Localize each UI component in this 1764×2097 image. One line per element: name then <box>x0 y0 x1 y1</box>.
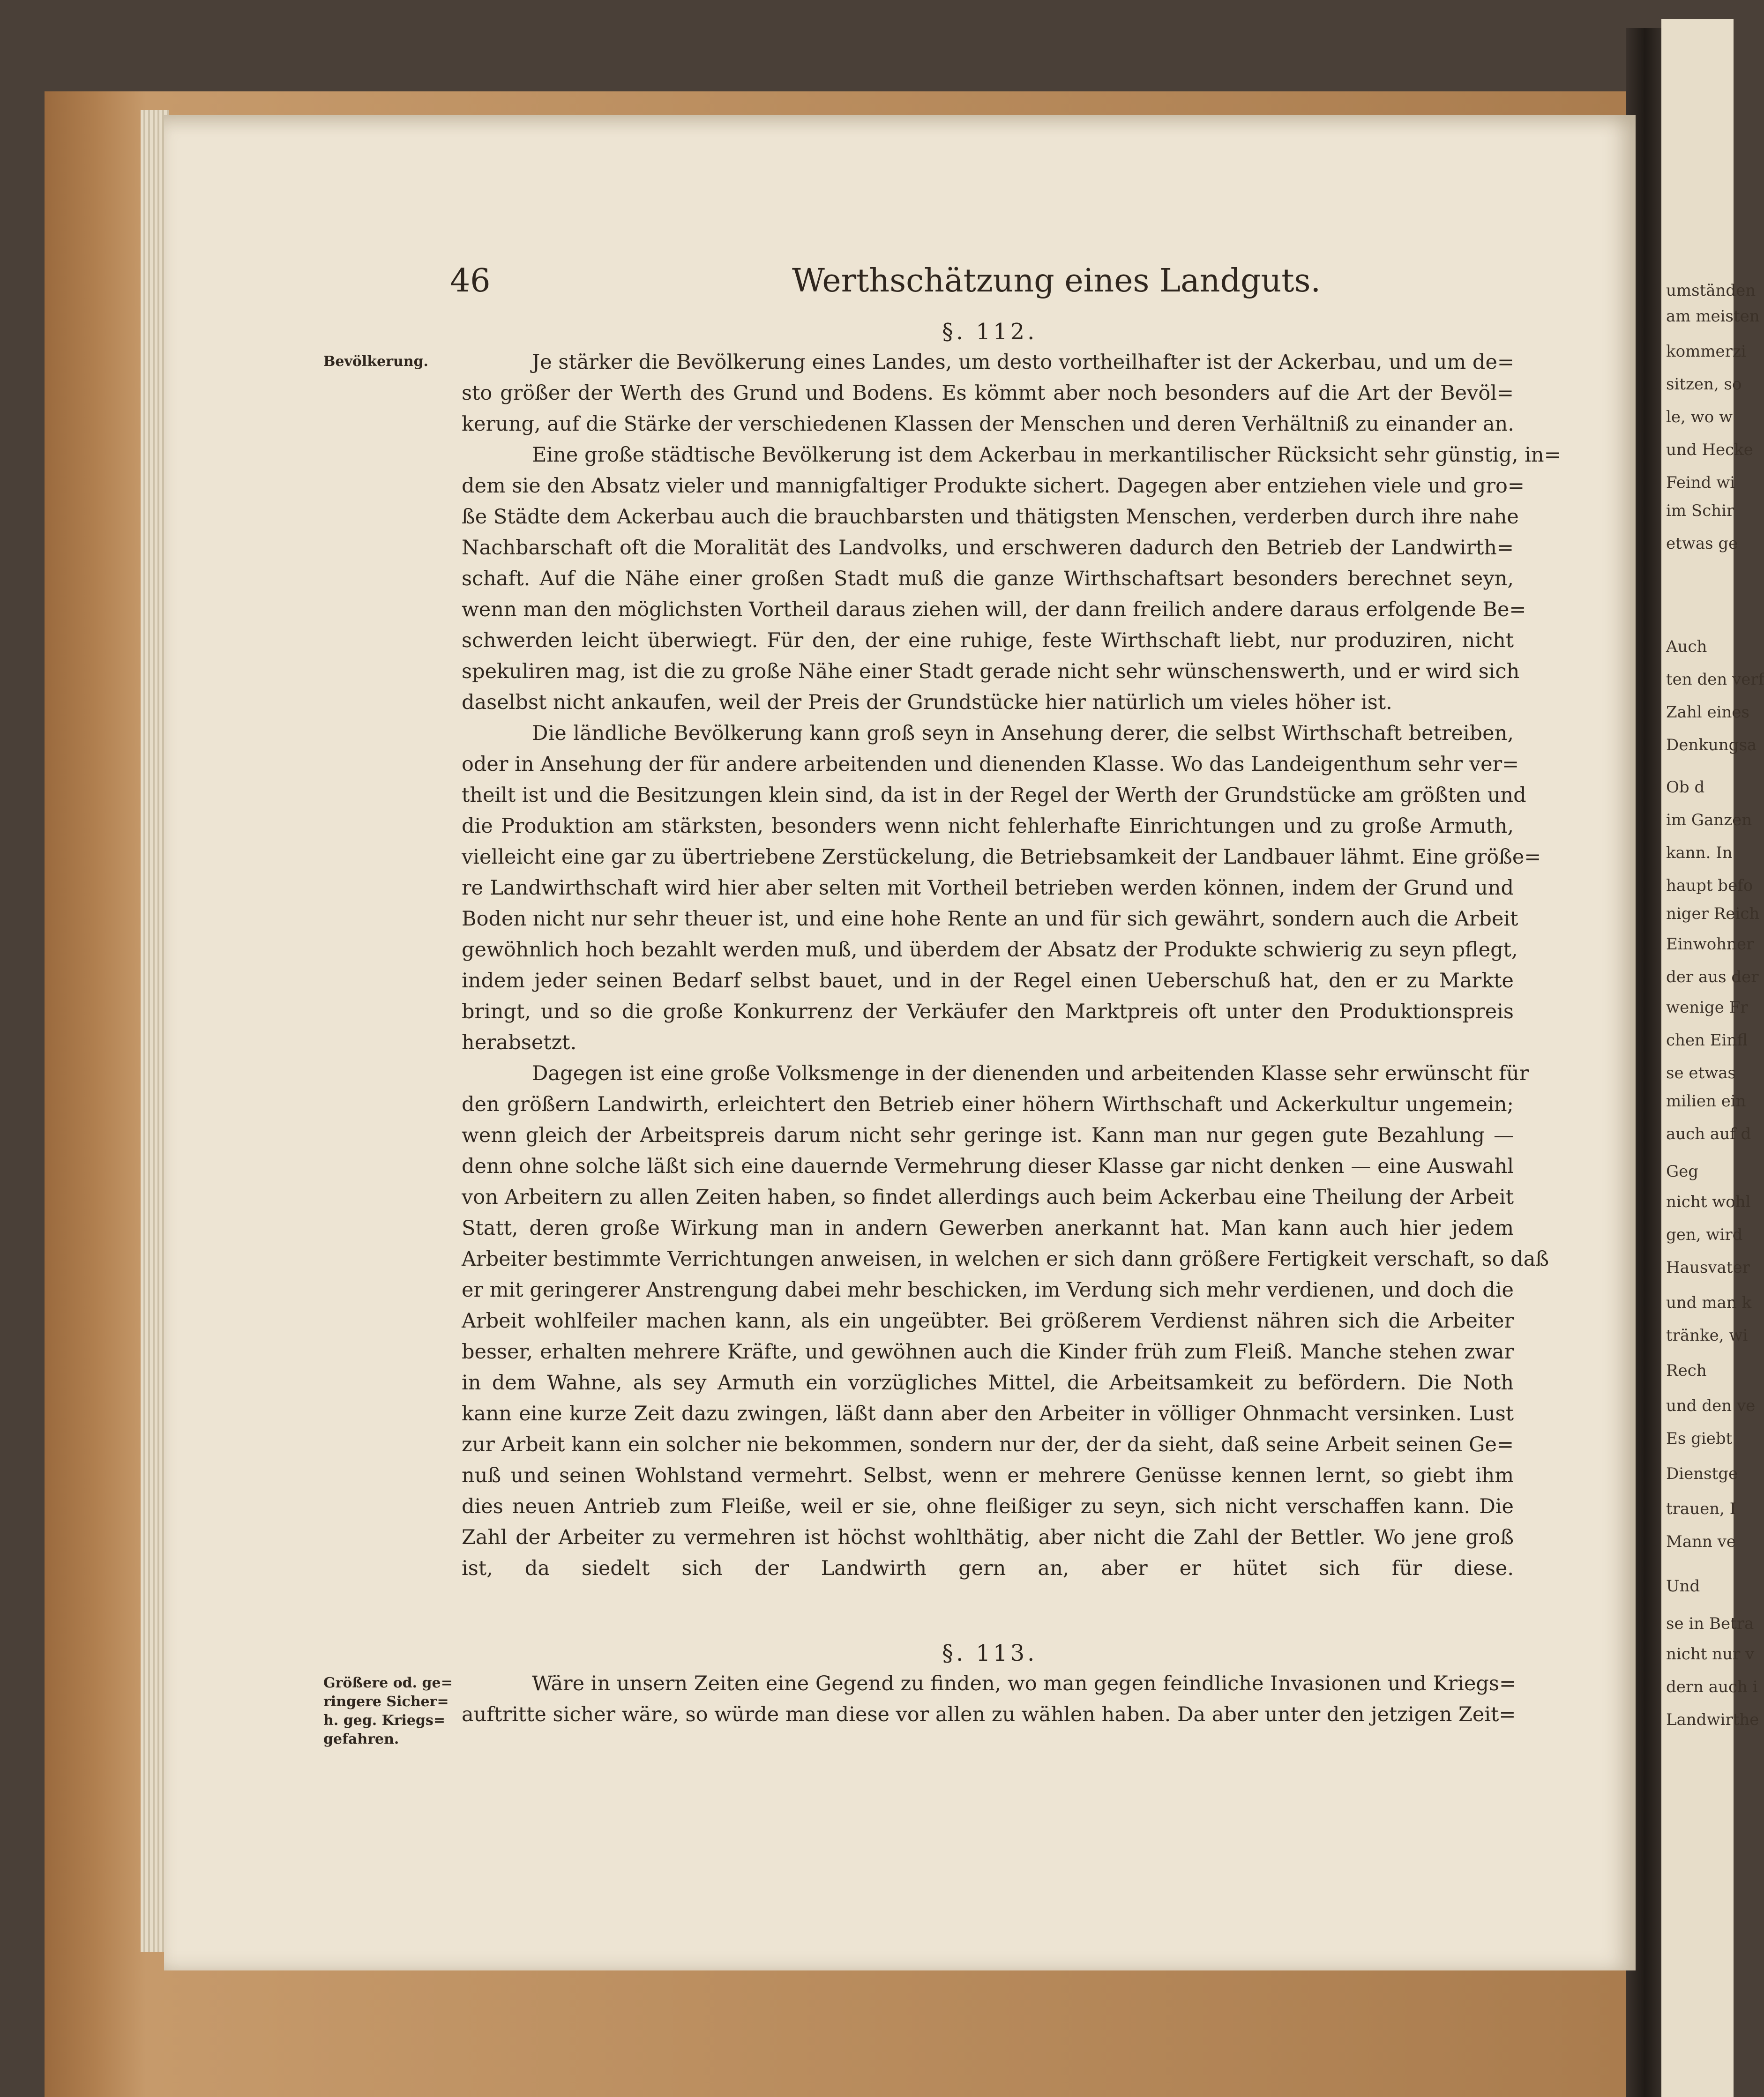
facing-page-fragment: kann. In <box>1666 843 1733 862</box>
facing-page-fragment: gen, wird <box>1666 1225 1743 1244</box>
facing-page-fragment: niger Reich <box>1666 904 1760 923</box>
text-line: indem jeder seinen Bedarf selbst bauet, und in der Regel einen Ueberschuß hat, den er zu Markte <box>462 969 1514 993</box>
text-line: von Arbeitern zu allen Zeiten haben, so findet allerdings auch beim Ackerbau eine Theilung der Arbeit <box>462 1186 1514 1209</box>
facing-page-fragment: Hausvater <box>1666 1258 1750 1277</box>
facing-page-fragment: Denkungsa <box>1666 736 1757 754</box>
facing-page-fragment: sitzen, so <box>1666 375 1742 394</box>
facing-page-fragment: Es giebt <box>1666 1429 1733 1448</box>
text-line: besser, erhalten mehrere Kräfte, und gewöhnen auch die Kinder früh zum Fleiß. Manche stehen zwar <box>462 1340 1514 1364</box>
facing-page-fragment: am meisten <box>1666 307 1760 326</box>
text-line: Eine große städtische Bevölkerung ist dem Ackerbau in merkantilischer Rücksicht sehr günstig, in= <box>532 443 1561 467</box>
text-line: wenn gleich der Arbeitspreis darum nicht sehr geringe ist. Kann man nur gegen gute Bezahlung — <box>462 1124 1514 1147</box>
section-number: §. 112. <box>942 319 1038 345</box>
facing-page-fragment: wenige Fr <box>1666 998 1748 1017</box>
text-line: er mit geringerer Anstrengung dabei mehr beschicken, im Verdung sich mehr verdienen, und doch die <box>462 1278 1514 1302</box>
facing-page-fragment: se in Betra <box>1666 1614 1754 1633</box>
facing-page-fragment: dern auch i <box>1666 1678 1758 1696</box>
text-line: kann eine kurze Zeit dazu zwingen, läßt dann aber den Arbeiter in völliger Ohnmacht versinken. Lust <box>462 1402 1514 1425</box>
facing-page-fragment: Auch <box>1666 637 1707 656</box>
facing-page-fragment: Rech <box>1666 1361 1707 1380</box>
facing-page-fragment: milien ein <box>1666 1092 1746 1111</box>
facing-page-fragment: tränke, wi <box>1666 1326 1748 1345</box>
facing-page-fragment: und man k <box>1666 1293 1752 1312</box>
facing-page-fragment: Dienstge <box>1666 1464 1738 1483</box>
text-line: Boden nicht nur sehr theuer ist, und eine hohe Rente an und für sich gewährt, sondern auch die Arbeit <box>462 907 1518 931</box>
margin-note-line: Größere od. ge= <box>323 1675 453 1691</box>
facing-page-fragment: und Hecke <box>1666 440 1753 459</box>
text-line: den größern Landwirth, erleichtert den Betrieb einer höhern Wirthschaft und Ackerkultur ungemein; <box>462 1093 1514 1116</box>
running-title: Werthschätzung eines Landguts. <box>792 262 1321 299</box>
margin-note <box>323 352 428 371</box>
text-line: Statt, deren große Wirkung man in andern Gewerben anerkannt hat. Man kann auch hier jedem <box>462 1216 1514 1240</box>
text-line: herabsetzt. <box>462 1031 577 1054</box>
facing-page-fragment: im Ganzen <box>1666 811 1752 829</box>
text-line: dem sie den Absatz vieler und mannigfaltiger Produkte sichert. Dagegen aber entziehen viele und gro= <box>462 474 1525 498</box>
margin-note-line: gefahren. <box>323 1731 399 1747</box>
text-line: nuß und seinen Wohlstand vermehrt. Selbst, wenn er mehrere Genüsse kennen lernt, so giebt ihm <box>462 1464 1514 1487</box>
text-line: ße Städte dem Ackerbau auch die brauchbarsten und thätigsten Menschen, verderben durch ihre nahe <box>462 505 1519 529</box>
facing-page-fragment: auch auf d <box>1666 1125 1751 1143</box>
facing-page-fragment: trauen, I <box>1666 1500 1736 1518</box>
facing-page-fragment: se etwas <box>1666 1064 1736 1082</box>
text-line: Die ländliche Bevölkerung kann groß seyn in Ansehung derer, die selbst Wirthschaft betreiben, <box>532 722 1514 745</box>
text-line: Zahl der Arbeiter zu vermehren ist höchst wohlthätig, aber nicht die Zahl der Bettler. Wo jene groß <box>462 1526 1514 1549</box>
text-line: zur Arbeit kann ein solcher nie bekommen, sondern nur der, der da sieht, daß seine Arbeit seinen Ge= <box>462 1433 1514 1456</box>
facing-page-fragment: ten den verf <box>1666 670 1764 689</box>
text-line: re Landwirthschaft wird hier aber selten mit Vortheil betrieben werden können, indem der Grund und <box>462 876 1514 900</box>
margin-note-line: Bevölkerung. <box>323 353 429 370</box>
section-number: §. 113. <box>942 1640 1038 1666</box>
text-line: Nachbarschaft oft die Moralität des Landvolks, und erschweren dadurch den Betrieb der Landwirth= <box>462 536 1514 560</box>
text-line: spekuliren mag, ist die zu große Nähe einer Stadt gerade nicht sehr wünschenswerth, und er wird sich <box>462 660 1520 683</box>
facing-page-fragment: Zahl eines <box>1666 703 1749 722</box>
facing-page-fragment: Mann ve <box>1666 1532 1736 1551</box>
text-line: ist, da siedelt sich der Landwirth gern an, aber er hütet sich für diese. <box>462 1557 1514 1580</box>
text-line: die Produktion am stärksten, besonders wenn nicht fehlerhafte Einrichtungen und zu große Armuth, <box>462 814 1514 838</box>
facing-page-fragment: Ob d <box>1666 778 1705 797</box>
text-line: Je stärker die Bevölkerung eines Landes, um desto vortheilhafter ist der Ackerbau, und um de= <box>532 351 1514 374</box>
text-line: in dem Wahne, als sey Armuth ein vorzügliches Mittel, die Arbeitsamkeit zu befördern. Die Noth <box>462 1371 1514 1395</box>
facing-page-fragment: Einwohner <box>1666 935 1754 954</box>
text-line: oder in Ansehung der für andere arbeitenden und dienenden Klasse. Wo das Landeigenthum sehr ver= <box>462 753 1519 776</box>
text-line: vielleicht eine gar zu übertriebene Zerstückelung, die Betriebsamkeit der Landbauer lähmt. Eine größe= <box>462 845 1541 869</box>
text-line: schwerden leicht überwiegt. Für den, der eine ruhige, feste Wirthschaft liebt, nur produziren, nicht <box>462 629 1514 652</box>
page-header <box>450 262 1509 305</box>
text-line: daselbst nicht ankaufen, weil der Preis der Grundstücke hier natürlich um vieles höher ist. <box>462 691 1392 714</box>
facing-page-fragment: Geg <box>1666 1162 1699 1181</box>
text-line: Arbeit wohlfeiler machen kann, als ein ungeübter. Bei größerem Verdienst nähren sich die Arbeiter <box>462 1309 1514 1333</box>
text-line: schaft. Auf die Nähe einer großen Stadt muß die ganze Wirthschaftsart besonders berechnet seyn, <box>462 567 1514 590</box>
facing-page-fragment: Landwirthe <box>1666 1710 1759 1729</box>
facing-page-fragment: haupt befo <box>1666 876 1753 895</box>
margin-note-line: h. geg. Kriegs= <box>323 1712 445 1729</box>
text-line: kerung, auf die Stärke der verschiedenen Klassen der Menschen und deren Verhältniß zu einander an. <box>462 412 1514 436</box>
text-line: gewöhnlich hoch bezahlt werden muß, und überdem der Absatz der Produkte schwierig zu seyn pflegt, <box>462 938 1518 962</box>
text-line: sto größer der Werth des Grund und Bodens. Es kömmt aber noch besonders auf die Art der Bevöl= <box>462 381 1514 405</box>
facing-page-fragment: im Schir <box>1666 501 1734 520</box>
text-line: theilt ist und die Besitzungen klein sind, da ist in der Regel der Werth der Grundstücke am größten und <box>462 784 1526 807</box>
facing-page-fragment: umständen <box>1666 281 1756 300</box>
facing-page-fragment: nicht nur v <box>1666 1645 1755 1664</box>
facing-page-fragment: und den ve <box>1666 1396 1756 1415</box>
text-line: Wäre in unsern Zeiten eine Gegend zu finden, wo man gegen feindliche Invasionen und Kriegs= <box>532 1672 1517 1695</box>
facing-page <box>1661 19 1764 2097</box>
text-line: denn ohne solche läßt sich eine dauernde Vermehrung dieser Klasse gar nicht denken — eine Auswahl <box>462 1155 1514 1178</box>
text-line: Arbeiter bestimmte Verrichtungen anweisen, in welchen er sich dann größere Fertigkeit verschaft, so daß <box>462 1247 1549 1271</box>
facing-page-fragment: etwas ge <box>1666 534 1738 553</box>
text-line: wenn man den möglichsten Vortheil daraus ziehen will, der dann freilich andere daraus erfolgende Be= <box>462 598 1526 621</box>
facing-page-fragment: kommerzi <box>1666 342 1746 361</box>
facing-page-fragment: le, wo w <box>1666 408 1733 426</box>
text-line: auftritte sicher wäre, so würde man diese vor allen zu wählen haben. Da aber unter den jetzigen Zeit= <box>462 1703 1516 1726</box>
facing-page-fragment: der aus der <box>1666 968 1759 986</box>
facing-page-fragment: Feind wi <box>1666 473 1735 492</box>
facing-page-fragment: chen Einfl <box>1666 1031 1748 1050</box>
text-line: bringt, und so die große Konkurrenz der Verkäufer den Marktpreis oft unter den Produktionspreis <box>462 1000 1514 1023</box>
margin-note-line: ringere Sicher= <box>323 1694 449 1710</box>
text-line: Dagegen ist eine große Volksmenge in der dienenden und arbeitenden Klasse sehr erwünscht für <box>532 1062 1529 1085</box>
text-line: dies neuen Antrieb zum Fleiße, weil er sie, ohne fleißiger zu seyn, sich nicht verschaffen kann. Die <box>462 1495 1514 1518</box>
facing-page-fragment: Und <box>1666 1577 1700 1596</box>
page-number: 46 <box>450 262 491 299</box>
margin-note <box>323 1674 453 1749</box>
facing-page-fragment: nicht wohl <box>1666 1193 1751 1211</box>
